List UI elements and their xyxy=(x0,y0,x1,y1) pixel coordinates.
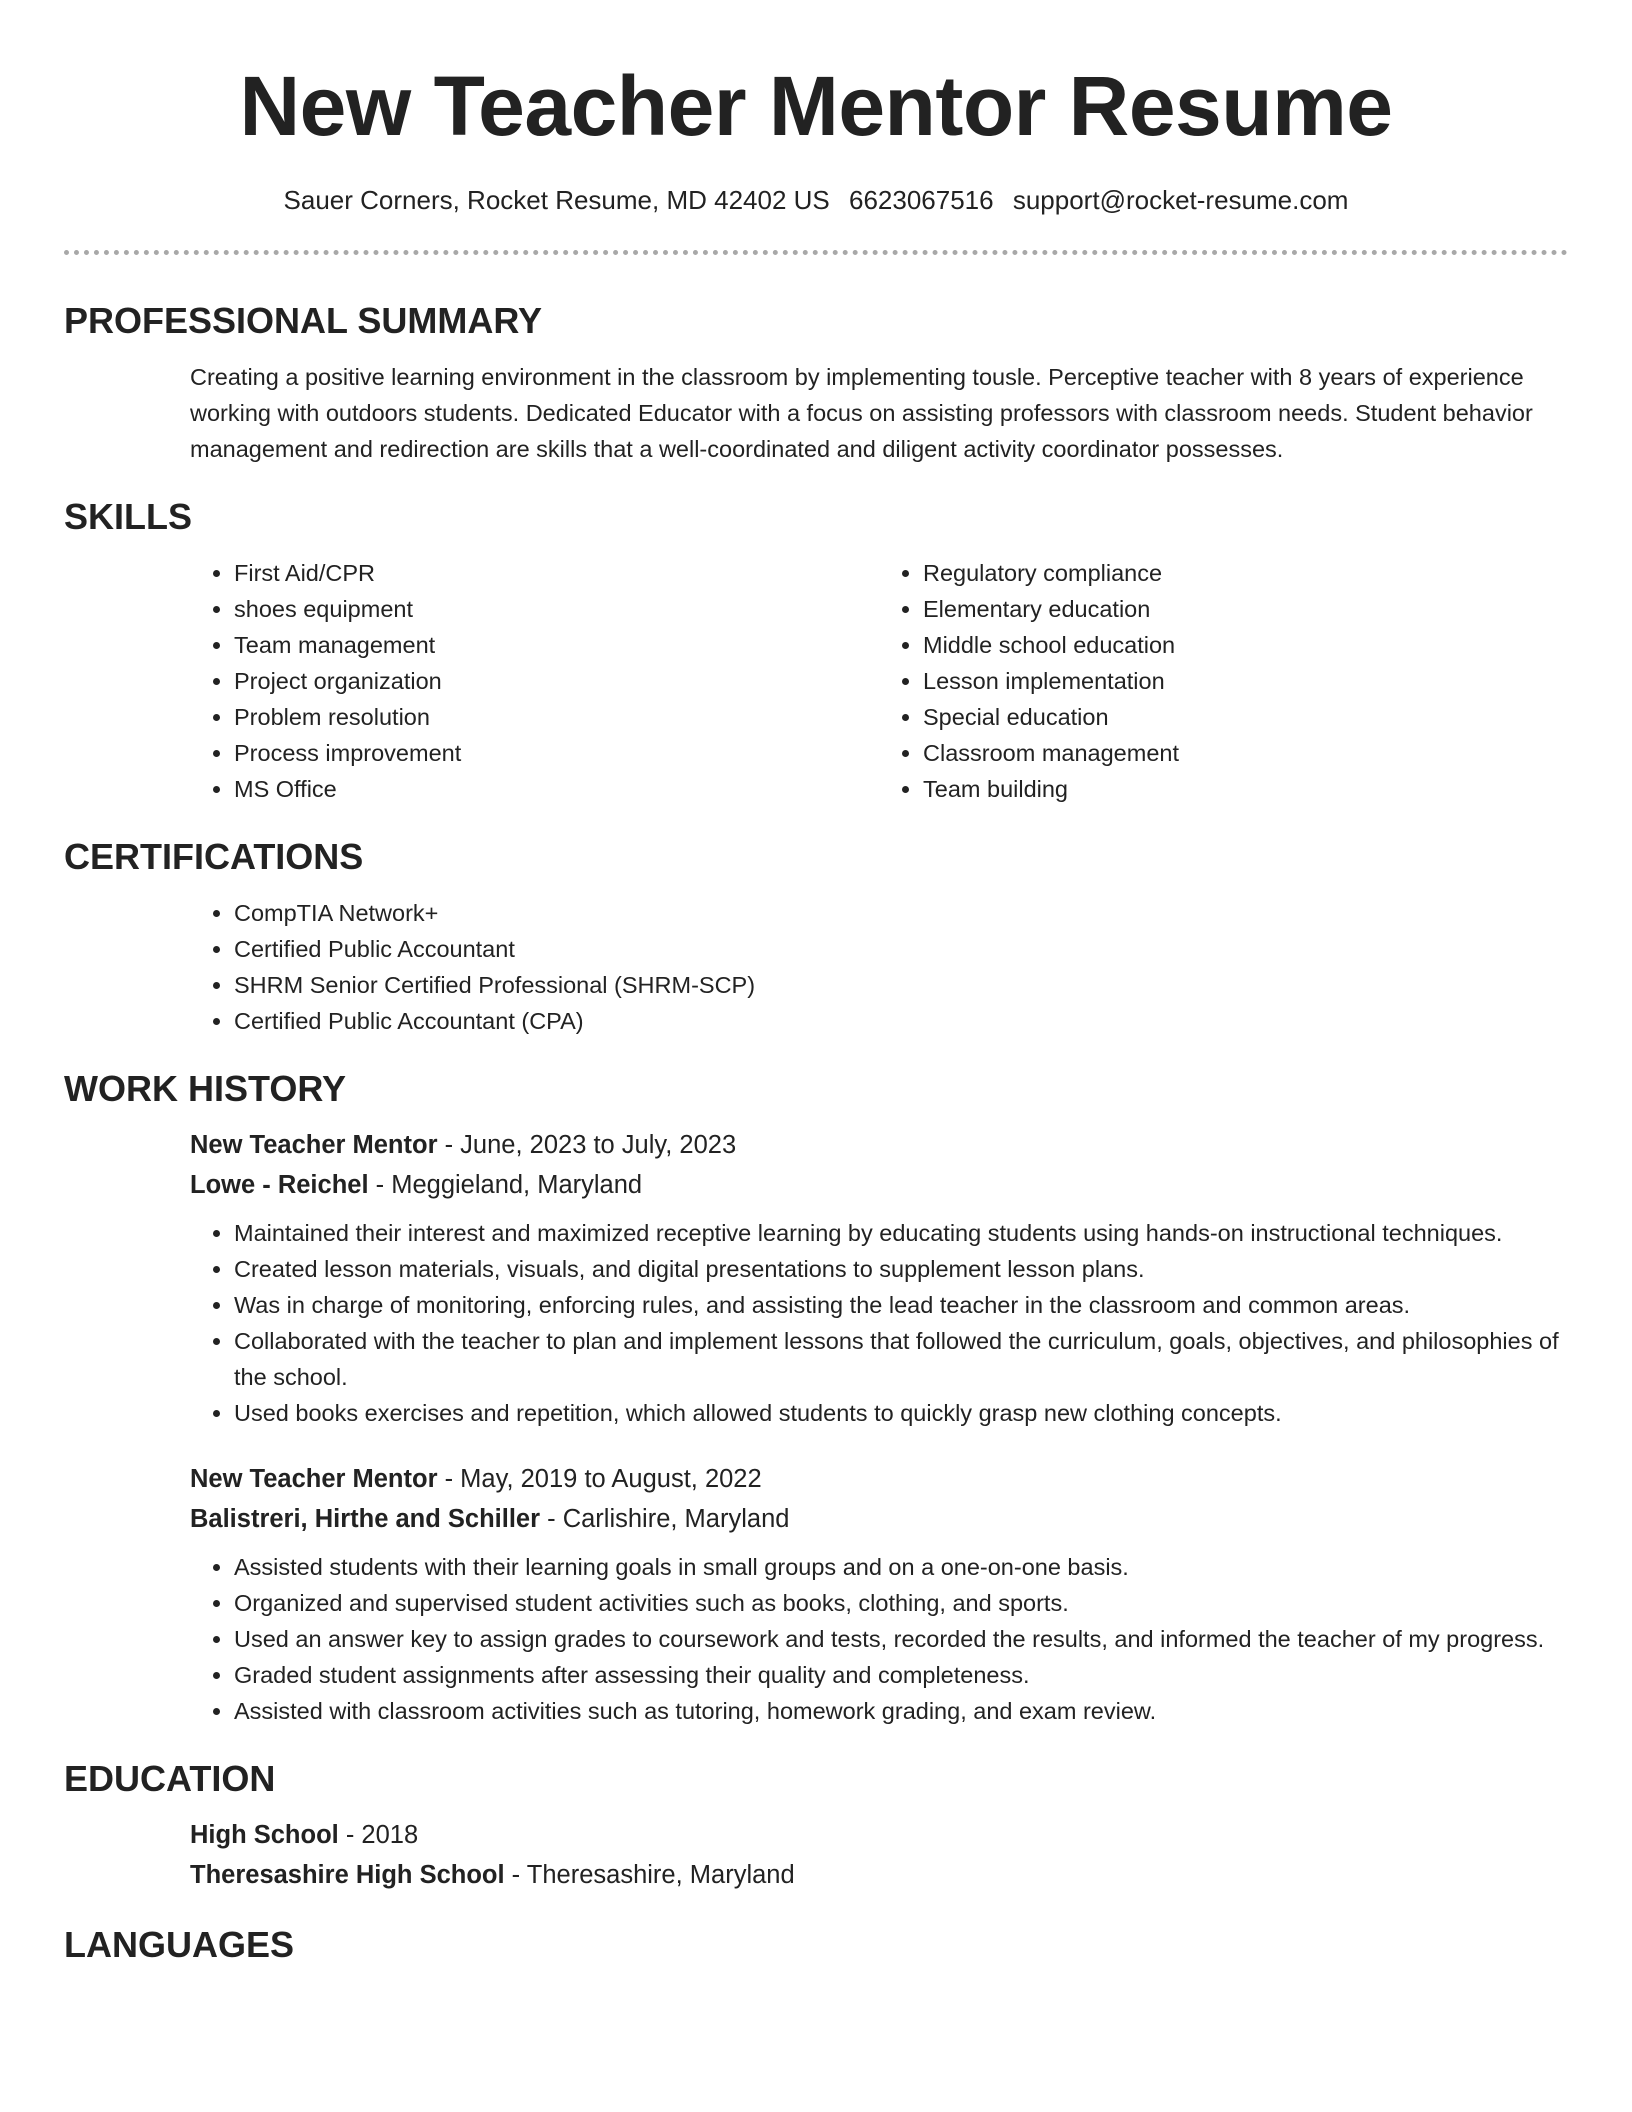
education-heading: EDUCATION xyxy=(64,1758,276,1799)
summary-heading: PROFESSIONAL SUMMARY xyxy=(64,300,543,341)
job-location: - Carlishire, Maryland xyxy=(540,1505,790,1533)
education-school-line xyxy=(190,1855,1568,1895)
languages-heading: LANGUAGES xyxy=(64,1924,295,1965)
job-bullets xyxy=(190,1215,1568,1431)
list-item: • Graded student assignments after assessing their quality and completeness. xyxy=(234,1657,1568,1693)
list-item: • CompTIA Network+ xyxy=(234,895,1568,931)
list-item: • Process improvement xyxy=(234,735,879,771)
list-item: • Was in charge of monitoring, enforcing rules, and assisting the lead teacher in the classroom and common areas. xyxy=(234,1287,1568,1323)
contact-line xyxy=(64,182,1568,218)
education-location: - Theresashire, Maryland xyxy=(504,1861,795,1889)
list-item: • Certified Public Accountant (CPA) xyxy=(234,1003,1568,1039)
list-item: • Organized and supervised student activities such as books, clothing, and sports. xyxy=(234,1585,1568,1621)
education-degree-line xyxy=(190,1815,1568,1855)
list-item: • Created lesson materials, visuals, and digital presentations to supplement lesson plans. xyxy=(234,1251,1568,1287)
list-item: • First Aid/CPR xyxy=(234,555,879,591)
certifications-heading: CERTIFICATIONS xyxy=(64,836,364,877)
list-item: • Lesson implementation xyxy=(923,663,1568,699)
certifications-section xyxy=(64,835,1568,1039)
list-item: • SHRM Senior Certified Professional (SHRM-SCP) xyxy=(234,967,1568,1003)
job-company: Balistreri, Hirthe and Schiller xyxy=(190,1505,541,1533)
list-item: • Project organization xyxy=(234,663,879,699)
languages-section xyxy=(64,1923,1568,1967)
list-item: • Regulatory compliance xyxy=(923,555,1568,591)
job-dates: - June, 2023 to July, 2023 xyxy=(437,1131,737,1159)
skills-list-left xyxy=(190,555,879,807)
list-item: • Used an answer key to assign grades to coursework and tests, recorded the results, and informed the teacher of my progress. xyxy=(234,1621,1568,1657)
education-entry xyxy=(190,1815,1568,1895)
job-title-line xyxy=(190,1459,1568,1499)
list-item: • Elementary education xyxy=(923,591,1568,627)
header-divider xyxy=(64,250,1568,255)
list-item: • Used books exercises and repetition, which allowed students to quickly grasp new clothing concepts. xyxy=(234,1395,1568,1431)
list-item: • Collaborated with the teacher to plan and implement lessons that followed the curriculum, goals, objectives, and philosophies of the school. xyxy=(234,1323,1568,1395)
contact-phone: 6623067516 xyxy=(849,185,994,215)
certifications-list xyxy=(190,895,1568,1039)
list-item: • Maintained their interest and maximized receptive learning by educating students using hands-on instructional techniques. xyxy=(234,1215,1568,1251)
summary-section xyxy=(64,299,1568,467)
job-company: Lowe - Reichel xyxy=(190,1171,369,1199)
list-item: • Assisted students with their learning goals in small groups and on a one-on-one basis. xyxy=(234,1549,1568,1585)
skills-section xyxy=(64,495,1568,807)
list-item: • Team management xyxy=(234,627,879,663)
resume-title: New Teacher Mentor Resume xyxy=(239,59,1393,153)
job-title-line xyxy=(190,1125,1568,1165)
contact-email[interactable]: support@rocket-resume.com xyxy=(1012,185,1349,215)
job-title: New Teacher Mentor xyxy=(190,1131,438,1159)
list-item: • Special education xyxy=(923,699,1568,735)
education-year: - 2018 xyxy=(338,1821,419,1849)
skills-list-right xyxy=(879,555,1568,807)
education-degree: High School xyxy=(190,1821,339,1849)
job-entry xyxy=(190,1459,1568,1729)
job-location: - Meggieland, Maryland xyxy=(368,1171,643,1199)
education-section xyxy=(64,1757,1568,1895)
list-item: • Classroom management xyxy=(923,735,1568,771)
job-company-line xyxy=(190,1499,1568,1539)
job-bullets xyxy=(190,1549,1568,1729)
job-title: New Teacher Mentor xyxy=(190,1465,438,1493)
education-school: Theresashire High School xyxy=(190,1861,505,1889)
contact-address: Sauer Corners, Rocket Resume, MD 42402 US xyxy=(283,185,830,215)
list-item: • Assisted with classroom activities such as tutoring, homework grading, and exam review. xyxy=(234,1693,1568,1729)
list-item: • Middle school education xyxy=(923,627,1568,663)
skills-heading: SKILLS xyxy=(64,496,193,537)
list-item: • shoes equipment xyxy=(234,591,879,627)
job-dates: - May, 2019 to August, 2022 xyxy=(437,1465,762,1493)
work-history-section xyxy=(64,1067,1568,1729)
list-item: • Certified Public Accountant xyxy=(234,931,1568,967)
summary-text: Creating a positive learning environment in the classroom by implementing tousle. Perceptive teacher with 8 years of experience working with outdoors students. Dedicated Educator with a focus on assisting professors with classroom needs. Student behavior management and redirection are skills that a well-coordinated and diligent activity coordinator possesses. xyxy=(190,364,1533,462)
job-entry xyxy=(190,1125,1568,1431)
work-history-heading: WORK HISTORY xyxy=(64,1068,347,1109)
list-item: • Team building xyxy=(923,771,1568,807)
job-company-line xyxy=(190,1165,1568,1205)
list-item: • MS Office xyxy=(234,771,879,807)
list-item: • Problem resolution xyxy=(234,699,879,735)
skills-columns xyxy=(190,555,1568,807)
